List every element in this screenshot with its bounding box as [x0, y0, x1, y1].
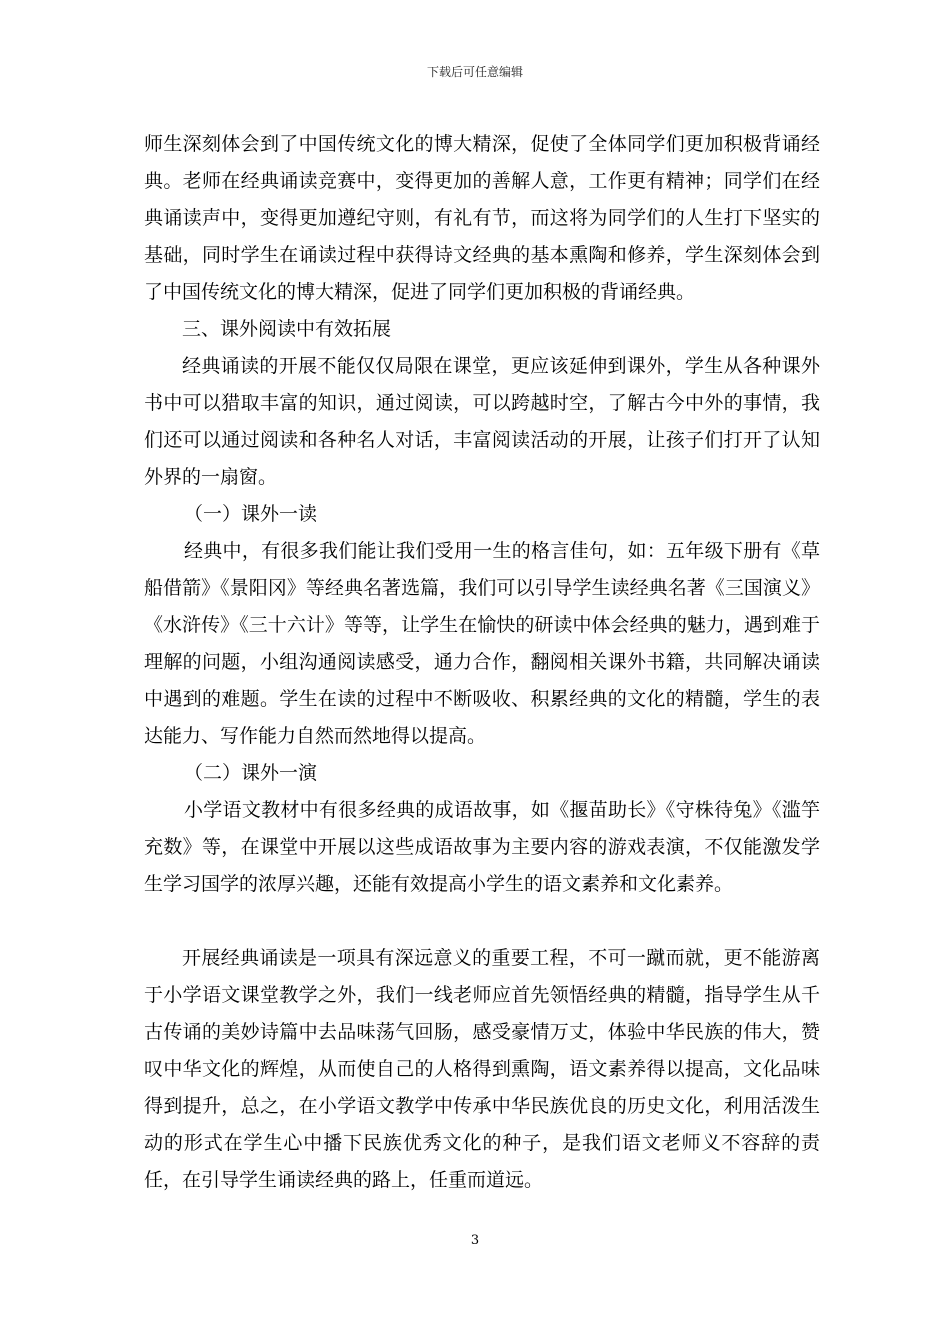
section-heading-3: 三、课外阅读中有效拓展 [182, 318, 392, 340]
paragraph-4: 小学语文教材中有很多经典的成语故事，如《揠苗助长》《守株待兔》《滥竽充数》等，在课堂中开展以这些成语故事为主要内容的游戏表演，不仅能激发学生学习国学的浓厚兴趣，还能有效提高小学生的语文素养和文化素养。 [144, 799, 820, 895]
paragraph-5: 开展经典诵读是一项具有深远意义的重要工程，不可一蹴而就，更不能游离于小学语文课堂教学之外，我们一线老师应首先领悟经典的精髓，指导学生从千古传诵的美妙诗篇中去品味荡气回肠，感受豪情万丈，体验中华民族的伟大，赞叹中华文化的辉煌，从而使自己的人格得到熏陶，语文素养得以提高，文化品味得到提升，总之，在小学语文教学中传承中华民族优良的历史文化，利用活泼生动的形式在学生心中播下民族优秀文化的种子，是我们语文老师义不容辞的责任，在引导学生诵读经典的路上，任重而道远。 [144, 947, 820, 1191]
subsection-heading-2: （二）课外一演 [184, 762, 318, 784]
subsection-heading-1: （一）课外一读 [184, 503, 318, 525]
document-body [144, 126, 820, 1199]
paragraph-2: 经典诵读的开展不能仅仅局限在课堂，更应该延伸到课外，学生从各种课外书中可以猎取丰富的知识，通过阅读，可以跨越时空，了解古今中外的事情，我们还可以通过阅读和各种名人对话，丰富阅读活动的开展，让孩子们打开了认知外界的一扇窗。 [144, 355, 820, 488]
paragraph-1: 师生深刻体会到了中国传统文化的博大精深，促使了全体同学们更加积极背诵经典。老师在经典诵读竞赛中，变得更加的善解人意，工作更有精神；同学们在经典诵读声中，变得更加遵纪守则，有礼有节，而这将为同学们的人生打下坚实的基础，同时学生在诵读过程中获得诗文经典的基本熏陶和修养，学生深刻体会到了中国传统文化的博大精深，促进了同学们更加积极的背诵经典。 [144, 133, 820, 303]
page-number: 3 [470, 1233, 480, 1248]
paragraph-3: 经典中，有很多我们能让我们受用一生的格言佳句，如：五年级下册有《草船借箭》《景阳冈》等经典名著选篇，我们可以引导学生读经典名著《三国演义》《水浒传》《三十六计》等等，让学生在愉快的研读中体会经典的魅力，遇到难于理解的问题，小组沟通阅读感受，通力合作，翻阅相关课外书籍，共同解决诵读中遇到的难题。学生在读的过程中不断吸收、积累经典的文化的精髓，学生的表达能力、写作能力自然而然地得以提高。 [144, 540, 820, 747]
page-header: 下载后可任意编辑 [426, 65, 523, 79]
blank-line [144, 903, 820, 940]
